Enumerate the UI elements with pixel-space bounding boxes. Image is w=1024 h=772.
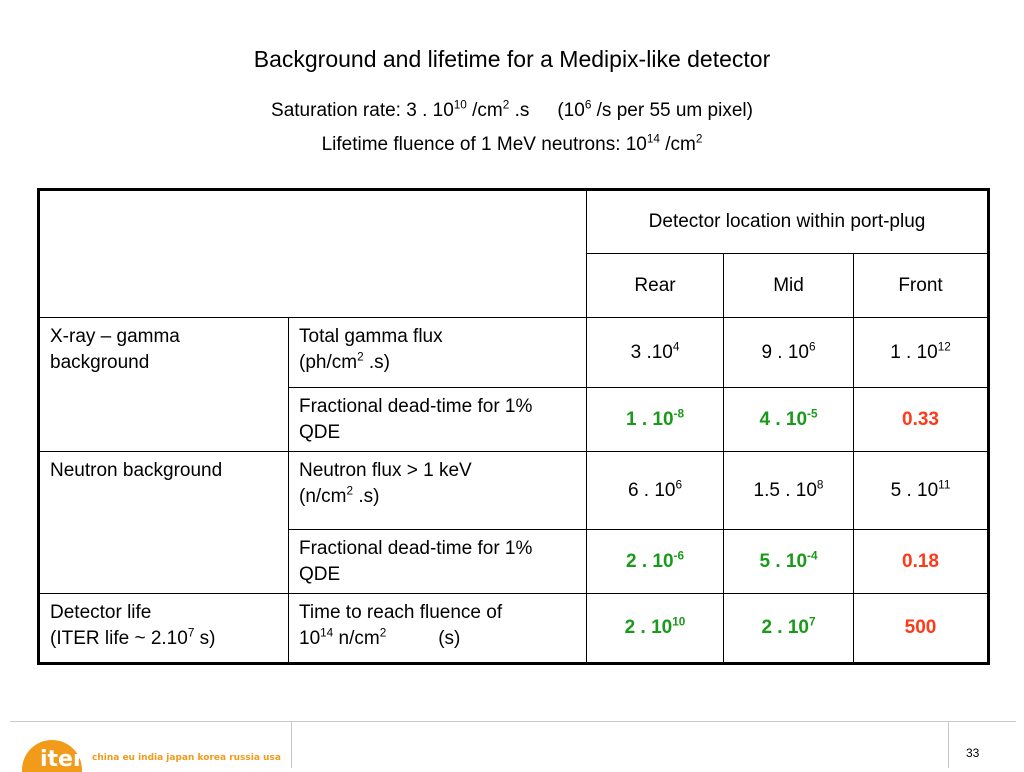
saturation-unit-exp: 2 (502, 98, 510, 112)
value-exp: 4 (672, 340, 680, 354)
gamma-flux-front (854, 318, 989, 388)
fluence-seconds: (s) (438, 628, 461, 649)
blank-header-cell (39, 190, 587, 318)
value-base: 0.33 (902, 408, 939, 430)
gamma-deadtime-label: Fractional dead-time for 1% QDE (289, 388, 587, 452)
value-base: 1 . 10 (625, 408, 674, 430)
iter-life-unit: s) (194, 628, 216, 649)
footer-divider (10, 721, 1016, 722)
neutron-deadtime-rear (587, 530, 724, 594)
footer-separator (948, 721, 949, 768)
value-base: 1 . 10 (890, 341, 938, 363)
pixel-rate-open: (10 (557, 100, 585, 121)
neutron-category-cell: Neutron background (39, 452, 289, 594)
gamma-deadtime-rear (587, 388, 724, 452)
fluence-time-label (289, 594, 587, 664)
gamma-flux-label-text: Total gamma flux (299, 326, 443, 347)
neutron-flux-label-text: Neutron flux > 1 keV (299, 460, 472, 481)
value-base: 500 (904, 617, 937, 638)
gamma-deadtime-front (854, 388, 989, 452)
xray-category-cell: X-ray – gamma background (39, 318, 289, 452)
page-number: 33 (966, 746, 980, 760)
gamma-deadtime-mid (724, 388, 854, 452)
pixel-rate-exp: 6 (584, 98, 592, 112)
column-header-rear: Rear (587, 254, 724, 318)
lifetime-fluence-line (0, 134, 1024, 156)
fluence-base: 10 (299, 628, 321, 649)
neutron-flux-rear (587, 452, 724, 530)
gamma-flux-unit-exp: 2 (357, 350, 364, 364)
value-base: 2 . 10 (625, 550, 674, 572)
fluence-unit: /cm (659, 134, 696, 155)
value-base: 4 . 10 (759, 408, 808, 430)
value-base: 5 . 10 (890, 479, 939, 501)
gamma-flux-mid (724, 318, 854, 388)
value-exp: 8 (816, 478, 824, 492)
neutron-flux-label (289, 452, 587, 530)
value-base: 5 . 10 (759, 550, 808, 572)
fluence-exp: 14 (646, 132, 660, 146)
value-base: 2 . 10 (624, 617, 673, 638)
fluence-exp: 14 (320, 626, 334, 640)
value-exp: -8 (673, 407, 684, 421)
neutron-deadtime-label: Fractional dead-time for 1% QDE (289, 530, 587, 594)
neutron-deadtime-front (854, 530, 989, 594)
value-base: 0.18 (902, 550, 939, 572)
saturation-exp: 10 (453, 98, 467, 112)
fluence-unit: n/cm (333, 628, 380, 649)
iter-logo (14, 732, 90, 772)
value-exp: -6 (673, 549, 684, 563)
pixel-rate-rest: /s per 55 um pixel) (591, 100, 753, 121)
value-exp: 11 (938, 478, 951, 492)
detector-life-title: Detector life (50, 602, 152, 623)
gamma-flux-unit: (ph/cm (299, 352, 358, 373)
iter-life-text: (ITER life ~ 2.10 (50, 628, 188, 649)
neutron-flux-mid (724, 452, 854, 530)
neutron-deadtime-mid (724, 530, 854, 594)
neutron-flux-unit-s: .s) (353, 486, 380, 507)
column-header-mid: Mid (724, 254, 854, 318)
location-header: Detector location within port-plug (587, 190, 989, 254)
gamma-flux-label (289, 318, 587, 388)
value-exp: 6 (675, 478, 683, 492)
neutron-flux-unit: (n/cm (299, 486, 347, 507)
neutron-flux-front (854, 452, 989, 530)
footer-separator (291, 721, 292, 768)
value-exp: 10 (672, 615, 686, 629)
value-base: 2 . 10 (761, 617, 809, 638)
member-countries: china eu india japan korea russia usa (92, 753, 281, 763)
life-rear (587, 594, 724, 664)
fluence-time-text: Time to reach fluence of (299, 602, 503, 623)
column-header-front: Front (854, 254, 989, 318)
life-front (854, 594, 989, 664)
value-exp: 6 (809, 340, 816, 354)
saturation-prefix: Saturation rate: 3 . 10 (271, 100, 454, 121)
life-mid (724, 594, 854, 664)
gamma-flux-rear (587, 318, 724, 388)
gamma-flux-unit-s: .s) (363, 352, 391, 373)
detector-table (37, 188, 990, 665)
value-exp: -4 (807, 549, 818, 563)
value-base: 1.5 . 10 (753, 479, 817, 501)
value-base: 6 . 10 (627, 479, 676, 501)
saturation-unit: /cm (466, 100, 503, 121)
value-base: 3 .10 (630, 341, 673, 363)
value-exp: 7 (809, 615, 816, 629)
iter-life-exp: 7 (187, 626, 195, 640)
value-exp: 12 (937, 340, 951, 354)
fluence-unit-exp: 2 (379, 626, 387, 640)
value-exp: -5 (807, 407, 818, 421)
fluence-unit-exp: 2 (695, 132, 703, 146)
iter-logo-text: iter (40, 747, 84, 772)
neutron-flux-unit-exp: 2 (346, 484, 354, 498)
detector-life-cell (39, 594, 289, 664)
value-base: 9 . 10 (761, 341, 809, 363)
fluence-prefix: Lifetime fluence of 1 MeV neutrons: 10 (321, 134, 647, 155)
slide-title: Background and lifetime for a Medipix-like detector (253, 46, 771, 72)
saturation-unit-s: .s (509, 100, 530, 121)
saturation-rate-line (0, 100, 1024, 122)
